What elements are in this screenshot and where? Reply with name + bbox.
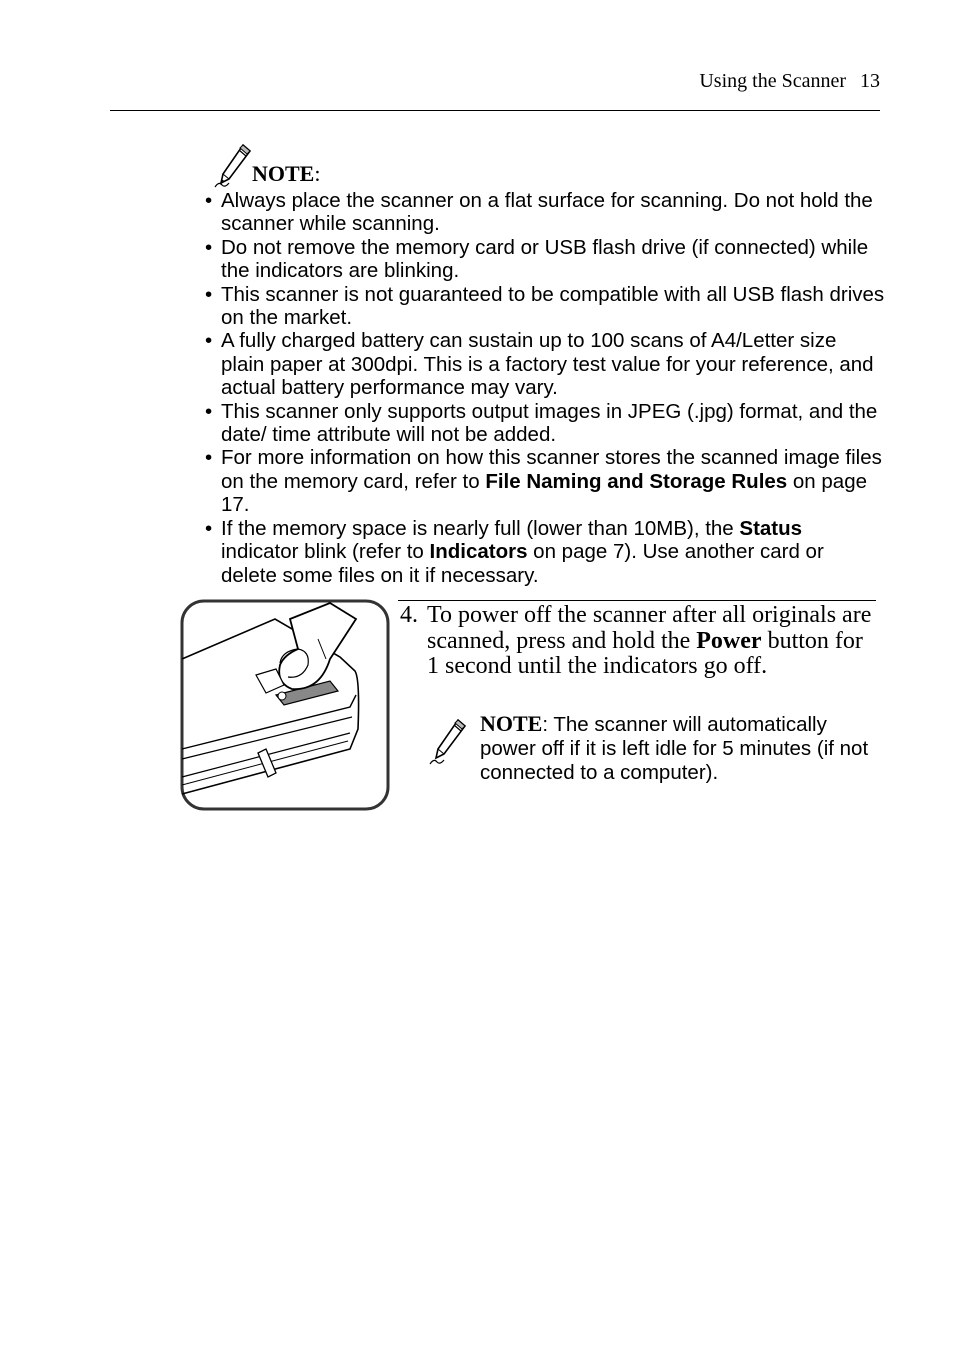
power-term: Power: [696, 627, 762, 654]
note-item: • Always place the scanner on a flat surface for scanning. Do not hold the scanner while scanning.: [205, 189, 873, 236]
page-header: [110, 68, 880, 111]
note-item: • This scanner is not guaranteed to be compatible with all USB flash drives on the market.: [205, 282, 885, 330]
section-rule: [398, 600, 876, 601]
note-heading: [205, 143, 885, 189]
running-header: [699, 70, 880, 93]
pencil-icon: [213, 143, 253, 189]
status-term: Status: [739, 516, 803, 540]
step-number: 4.: [400, 602, 418, 628]
note-item: • For more information on how this scanner stores the scanned image files on the memory card, refer to File Naming and Storage Rules on page 17.: [205, 446, 882, 517]
note-auto-power-off: [428, 712, 883, 785]
file-naming-reference: File Naming and Storage Rules: [485, 469, 788, 493]
note-item: • This scanner only supports output images in JPEG (.jpg) format, and the date/ time attribute will not be added.: [205, 399, 878, 447]
note-title: NOTE:: [252, 161, 321, 186]
page-number: 13: [860, 70, 880, 92]
note-list: [205, 189, 885, 587]
note-item: • Do not remove the memory card or USB flash drive (if connected) while the indicators are blinking.: [205, 235, 869, 283]
header-title: Using the Scanner: [699, 70, 846, 92]
step-4: [400, 603, 876, 680]
step-text: To power off the scanner after all originals are scanned, press and hold the Power button for 1 second until the indicators go off.: [427, 602, 872, 679]
power-button-illustration: [180, 599, 390, 811]
note-item: • If the memory space is nearly full (lower than 10MB), the Status indicator blink (refer to Indicators on page 7). Use another card or delete some files on it if necessary.: [205, 516, 824, 587]
note2-text: NOTE: The scanner will automatically power off if it is left idle for 5 minutes (if not connected to a computer).: [480, 711, 869, 784]
indicators-reference: Indicators: [429, 540, 528, 564]
note-item: • A fully charged battery can sustain up to 100 scans of A4/Letter size plain paper at 300dpi. This is a factory test value for your reference, and actual battery performance may vary.: [205, 329, 874, 400]
note-block: [205, 143, 885, 587]
pencil-icon: [428, 718, 468, 766]
